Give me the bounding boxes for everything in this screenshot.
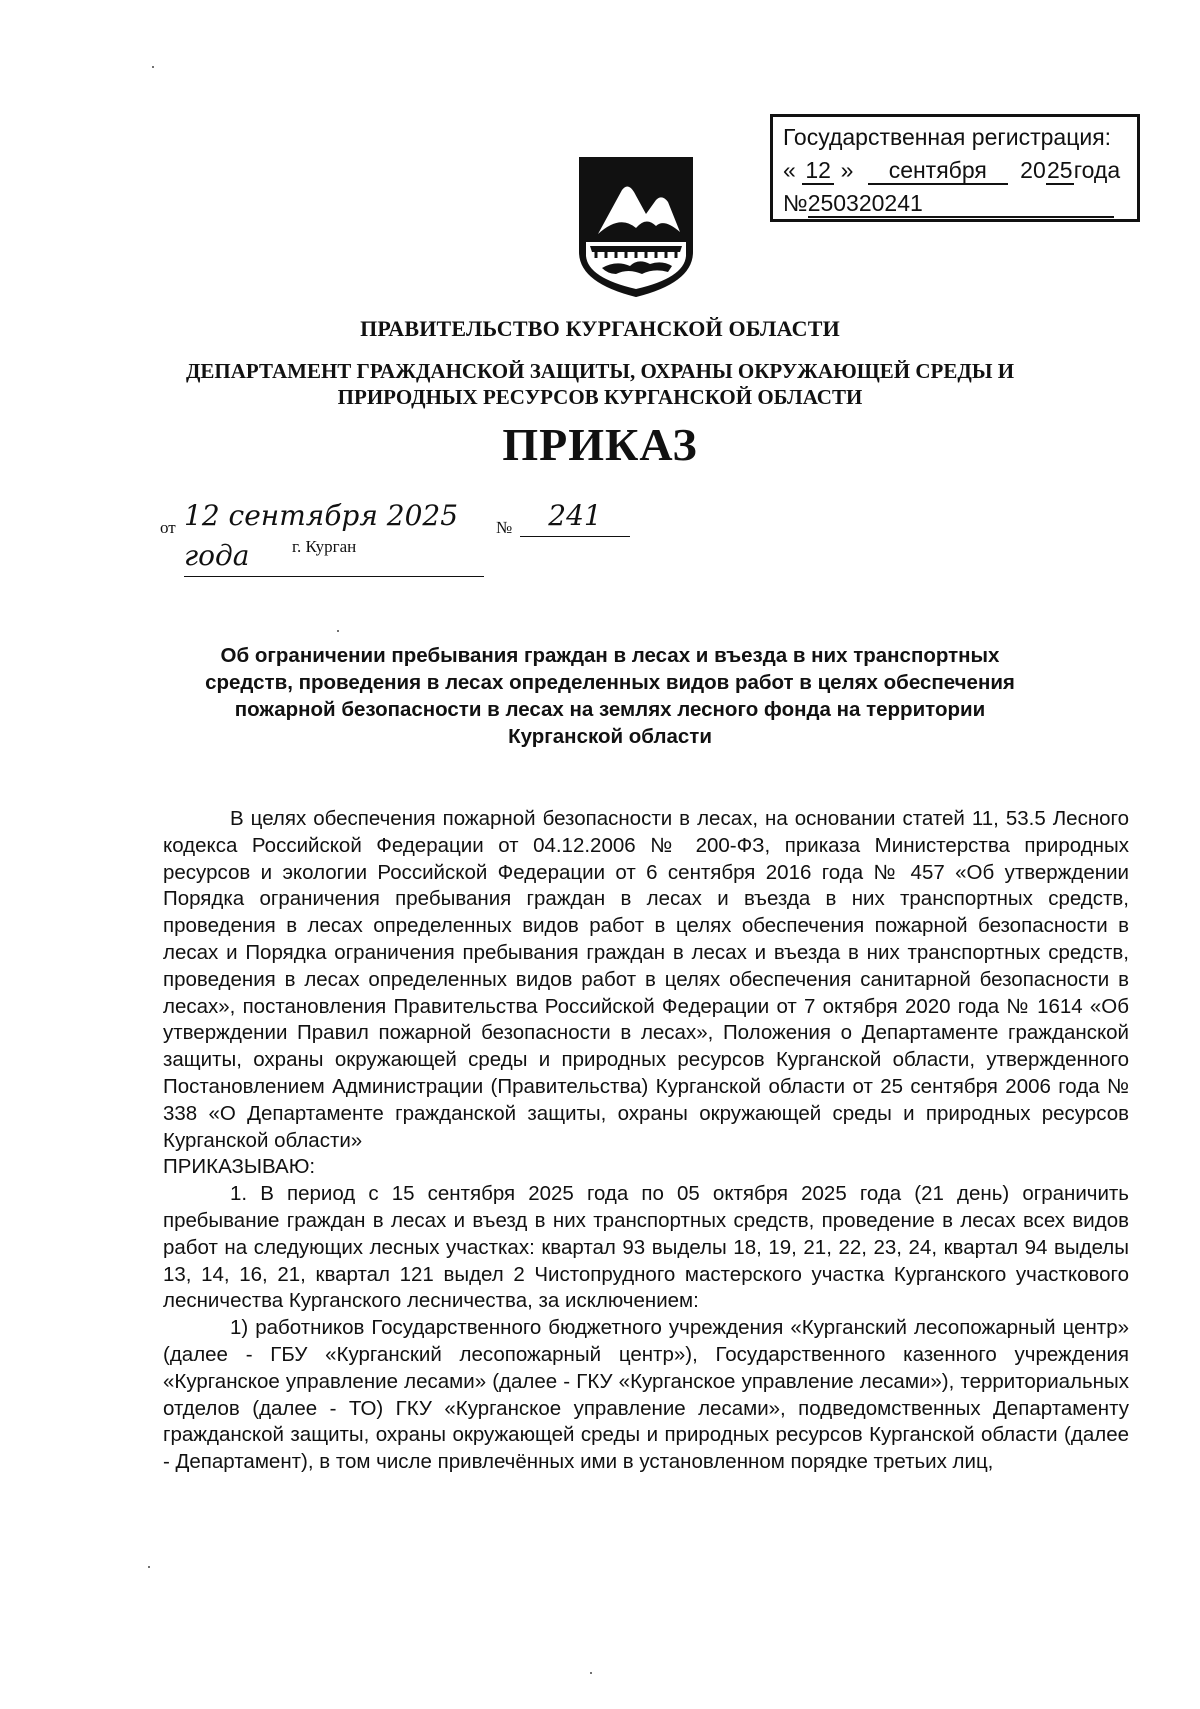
order-word: ПРИКАЗЫВАЮ:	[163, 1155, 316, 1179]
document-type-heading: ПРИКАЗ	[502, 419, 698, 470]
registration-day: 12	[802, 157, 834, 185]
document-title: Об ограничении пребывания граждан в лесах и въезда в них транспортных средств, проведения в лесах определенных видов работ в целях обеспечения пожарной безопасности в лесах на землях лесного фонда на территории Курганской области	[205, 644, 1015, 748]
preamble-paragraph: В целях обеспечения пожарной безопасности в лесах, на основании статей 11, 53.5 Лесного кодекса Российской Федерации от 04.12.2006 № 200-ФЗ, приказа Министерства природных ресурсов и экологии Российской Федерации от 6 сентября 2016 года № 457 «Об утверждении Порядка ограничения пребывания граждан в лесах и въезда в них транспортных средств, проведения в лесах определенных видов работ в целях обеспечения пожарной безопасности в лесах и Порядка ограничения пребывания граждан в лесах и въезда в них транспортных средств, проведения в лесах определенных видов работ в целях обеспечения санитарной безопасности в лесах», постановления Правительства Российской Федерации от 7 октября 2020 года № 1614 «Об утверждении Правил пожарной безопасности в лесах», Положения о Департаменте гражданской защиты, охраны окружающей среды и природных ресурсов Курганской области, утвержденного Постановлением Администрации (Правительства) Курганской области от 25 сентября 2006 года № 338 «О Департаменте гражданской защиты, охраны окружающей среды и природных ресурсов Курганской области»	[163, 807, 1129, 1152]
scan-speck	[152, 66, 154, 68]
registration-stamp	[770, 114, 1140, 222]
registration-date: « 12 » сентября 2025года	[783, 157, 1121, 183]
scan-speck	[148, 1566, 150, 1568]
coat-of-arms-icon	[576, 156, 696, 298]
handwritten-number: 241	[520, 496, 630, 537]
registration-year: 25	[1046, 157, 1073, 183]
city-label: г. Курган	[292, 537, 357, 556]
registration-number-value: 250320241	[808, 190, 1114, 218]
handwritten-date: 12 сентября 2025 года	[184, 496, 484, 577]
number-label: №	[496, 518, 513, 537]
scan-speck	[590, 1672, 592, 1674]
item-1-1-paragraph: 1) работников Государственного бюджетного учреждения «Курганский лесопожарный центр» (далее - ГБУ «Курганский лесопожарный центр»), Государственного казенного учреждения «Курганское управление лесами» (далее - ГКУ «Курганское управление лесами»), территориальных отделов (далее - ТО) ГКУ «Курганское управление лесами», подведомственных Департаменту гражданской защиты, охраны окружающей среды и природных ресурсов Курганской области (далее - Департамент), в том числе привлечённых ими в установленном порядке третьих лиц,	[163, 1316, 1129, 1474]
registration-month: сентября	[868, 157, 1008, 185]
item-1-paragraph: 1. В период с 15 сентября 2025 года по 05 октября 2025 года (21 день) ограничить пребывание граждан в лесах и въезд в них транспортных средств, проведение в лесах всех видов работ на следующих лесных участках: квартал 93 выделы 18, 19, 21, 22, 23, 24, квартал 94 выделы 13, 14, 16, 21, квартал 121 выдел 2 Чистопрудного мастерского участка Курганского участкового лесничества Курганского лесничества, за исключением:	[163, 1182, 1129, 1313]
scan-speck	[337, 630, 339, 632]
registration-number: №250320241	[783, 187, 1127, 220]
government-heading: ПРАВИТЕЛЬСТВО КУРГАНСКОЙ ОБЛАСТИ	[360, 316, 840, 341]
registration-title: Государственная регистрация:	[783, 124, 1112, 150]
department-heading: ДЕПАРТАМЕНТ ГРАЖДАНСКОЙ ЗАЩИТЫ, ОХРАНЫ ОКРУЖАЮЩЕЙ СРЕДЫ И ПРИРОДНЫХ РЕСУРСОВ КУРГАНСКОЙ ОБЛАСТИ	[185, 359, 1015, 409]
from-label: от	[160, 518, 176, 537]
document-body	[163, 806, 1129, 1476]
